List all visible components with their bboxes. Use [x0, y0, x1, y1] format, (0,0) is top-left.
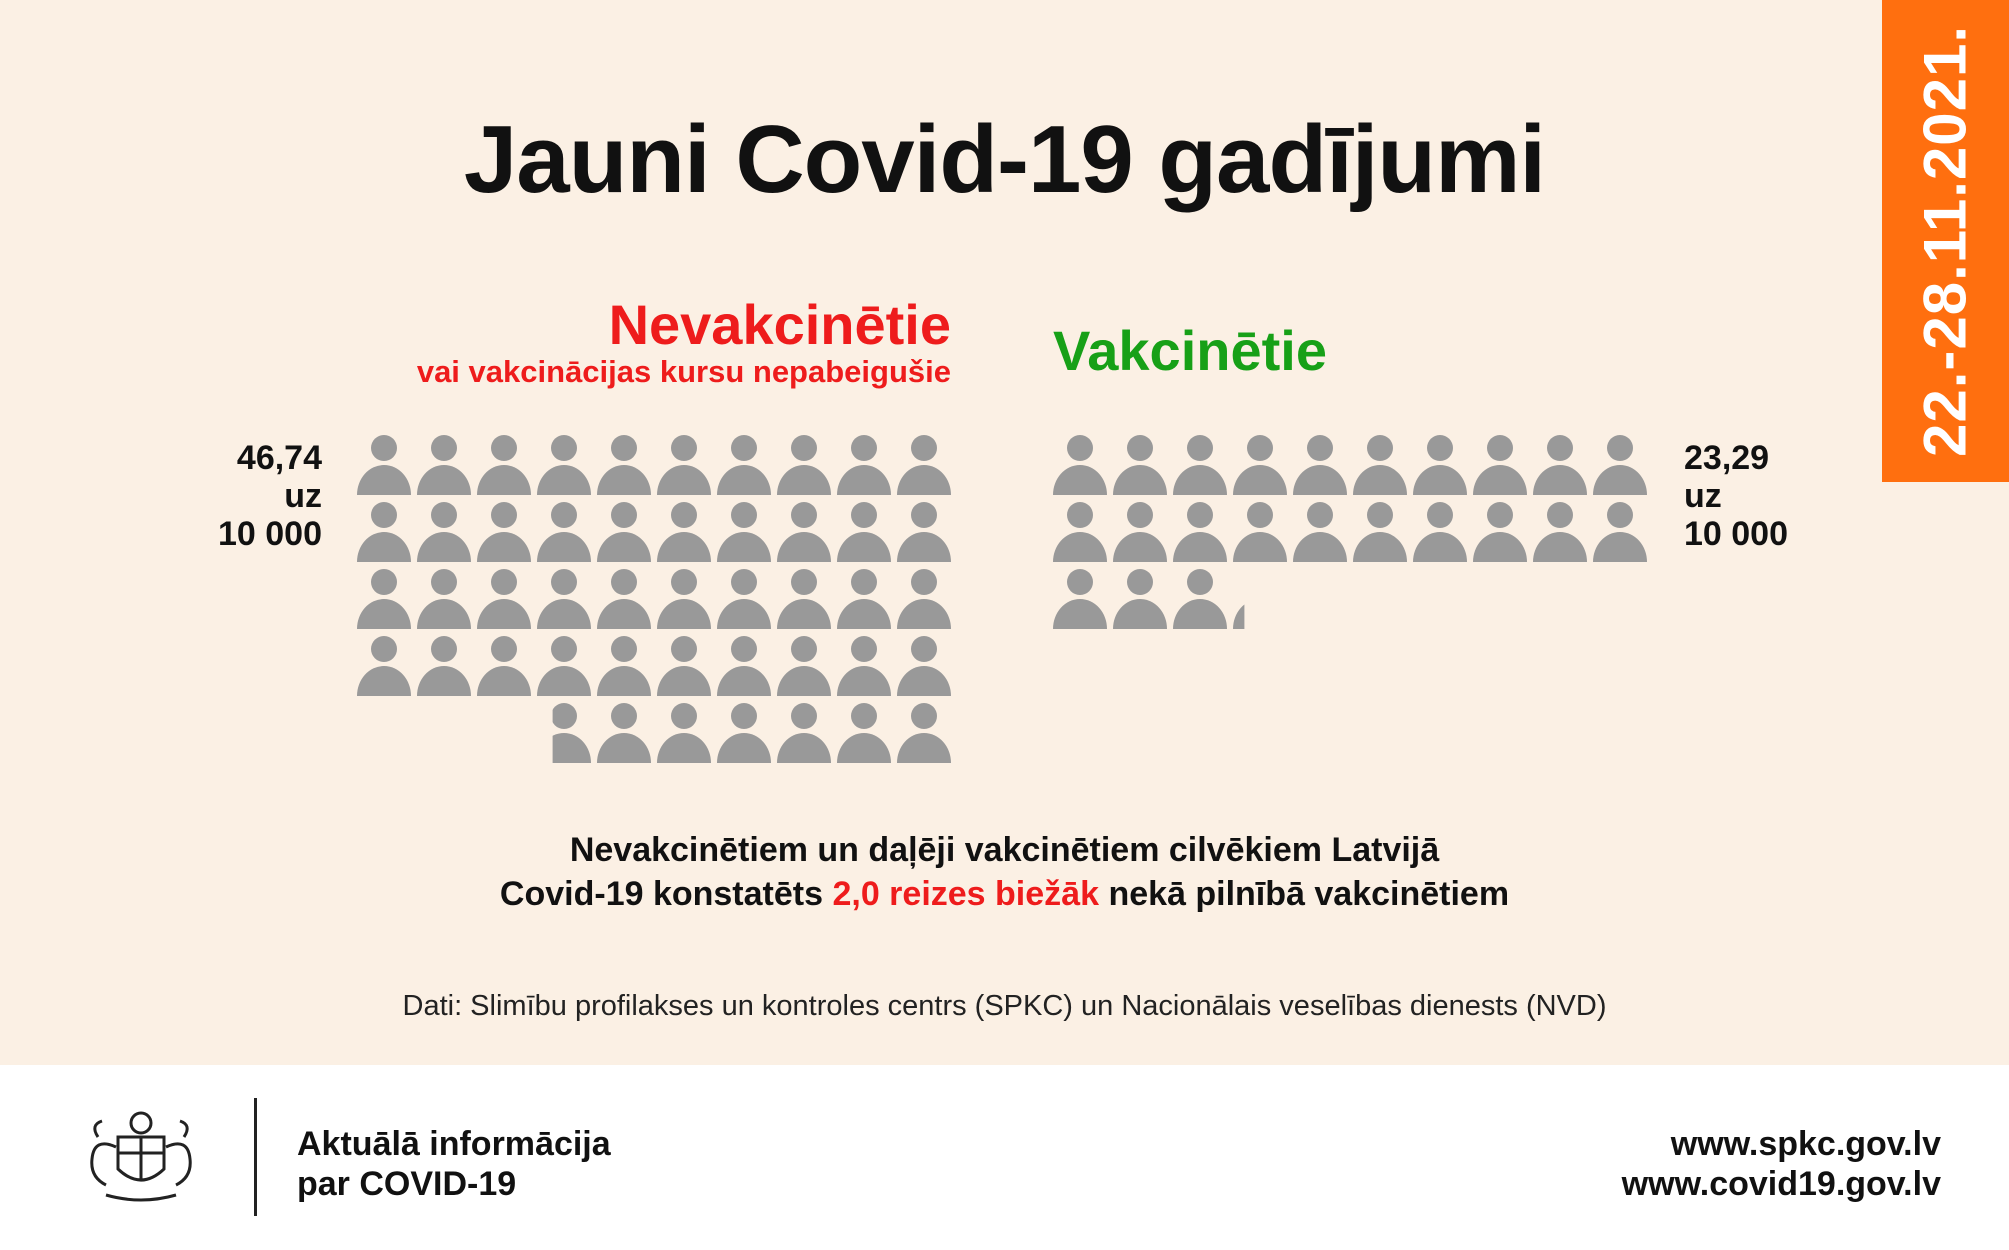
person-icon [1113, 502, 1167, 562]
person-icon [1353, 435, 1407, 495]
person-icon [1293, 569, 1347, 629]
person-icon [657, 703, 711, 763]
person-icon [1593, 435, 1647, 495]
person-icon [417, 569, 471, 629]
person-icon [1533, 435, 1587, 495]
person-icon [897, 703, 951, 763]
summary-line-2-start: Covid-19 konstatēts [499, 875, 824, 913]
person-icon [1233, 569, 1287, 629]
person-icon [717, 435, 771, 495]
footer-info-line-2: par COVID-19 [297, 1165, 517, 1203]
coat-of-arms-icon [76, 1107, 206, 1207]
footer-info-line-1: Aktuālā informācija [297, 1125, 611, 1163]
vaccinated-rate-value: 23,29 [1684, 439, 1770, 477]
unvaccinated-heading: Nevakcinētie [608, 293, 951, 356]
person-icon [537, 703, 591, 763]
person-icon [1113, 569, 1167, 629]
person-icon [897, 569, 951, 629]
person-icon [1413, 435, 1467, 495]
person-icon [897, 502, 951, 562]
person-icon [477, 703, 531, 763]
person-icon [717, 703, 771, 763]
person-icon [417, 435, 471, 495]
person-icon [417, 502, 471, 562]
person-icon [657, 636, 711, 696]
person-icon [1173, 569, 1227, 629]
person-icon [597, 703, 651, 763]
person-icon [357, 435, 411, 495]
person-icon [717, 502, 771, 562]
summary-line-1: Nevakcinētiem un daļēji vakcinētiem cilvēkiem Latvijā [569, 831, 1440, 869]
person-icon [1413, 502, 1467, 562]
person-icon [537, 636, 591, 696]
person-icon [417, 703, 471, 763]
person-icon [717, 569, 771, 629]
person-icon [1473, 435, 1527, 495]
person-icon [477, 636, 531, 696]
person-icon [777, 435, 831, 495]
person-icon [777, 502, 831, 562]
person-icon [777, 636, 831, 696]
person-icon [1533, 502, 1587, 562]
person-icon [477, 435, 531, 495]
date-range: 22.-28.11.2021. [1911, 24, 1979, 458]
person-icon [657, 569, 711, 629]
person-icon [1173, 435, 1227, 495]
unvaccinated-rate-unit: uz [284, 477, 322, 515]
person-icon [717, 636, 771, 696]
summary-text [0, 828, 2009, 916]
person-icon [1353, 502, 1407, 562]
summary-line-2-end: nekā pilnībā vakcinētiem [1108, 875, 1510, 913]
person-icon [657, 502, 711, 562]
person-icon [1473, 569, 1527, 629]
person-icon [1233, 435, 1287, 495]
person-icon [1053, 569, 1107, 629]
person-icon [537, 435, 591, 495]
person-icon [1353, 569, 1407, 629]
person-icon [357, 502, 411, 562]
person-icon [657, 435, 711, 495]
page-title: Jauni Covid-19 gadījumi [463, 106, 1546, 213]
covid19-link[interactable]: www.covid19.gov.lv [1621, 1165, 1941, 1203]
person-icon [1533, 569, 1587, 629]
person-icon [1173, 502, 1227, 562]
person-icon [897, 636, 951, 696]
person-icon [837, 703, 891, 763]
footer-info [297, 1124, 611, 1204]
person-icon [1053, 502, 1107, 562]
person-icon [1413, 569, 1467, 629]
person-icon [1293, 435, 1347, 495]
vaccinated-pictogram [1053, 435, 1647, 629]
person-icon [357, 569, 411, 629]
person-icon [1053, 435, 1107, 495]
summary-line-2 [0, 872, 2009, 916]
spkc-link[interactable]: www.spkc.gov.lv [1670, 1125, 1941, 1163]
person-icon [897, 435, 951, 495]
unvaccinated-rate-base: 10 000 [218, 515, 322, 553]
person-icon [537, 502, 591, 562]
person-icon [477, 569, 531, 629]
person-icon [777, 569, 831, 629]
person-icon [357, 636, 411, 696]
vaccinated-rate-unit: uz [1684, 477, 1722, 515]
data-source: Dati: Slimību profilakses un kontroles centrs (SPKC) un Nacionālais veselības dienests (NVD) [402, 990, 1607, 1022]
person-icon [597, 502, 651, 562]
person-icon [777, 703, 831, 763]
person-icon [1113, 435, 1167, 495]
unvaccinated-pictogram [357, 435, 951, 763]
person-icon [1473, 502, 1527, 562]
person-icon [837, 569, 891, 629]
person-icon [597, 636, 651, 696]
person-icon [837, 502, 891, 562]
footer-divider [254, 1098, 257, 1216]
footer-links [1622, 1124, 1941, 1204]
person-icon [1593, 502, 1647, 562]
person-icon [1233, 502, 1287, 562]
vaccinated-rate-base: 10 000 [1684, 515, 1788, 553]
person-icon [417, 636, 471, 696]
person-icon [537, 569, 591, 629]
person-icon [597, 435, 651, 495]
vaccinated-heading: Vakcinētie [1053, 319, 1327, 382]
unvaccinated-rate-value: 46,74 [236, 439, 322, 477]
unvaccinated-subheading: vai vakcinācijas kursu nepabeigušie [416, 354, 951, 389]
summary-highlight: 2,0 reizes biežāk [832, 875, 1099, 913]
person-icon [837, 636, 891, 696]
person-icon [1293, 502, 1347, 562]
person-icon [837, 435, 891, 495]
person-icon [597, 569, 651, 629]
person-icon [1593, 569, 1647, 629]
person-icon [477, 502, 531, 562]
person-icon [357, 703, 411, 763]
